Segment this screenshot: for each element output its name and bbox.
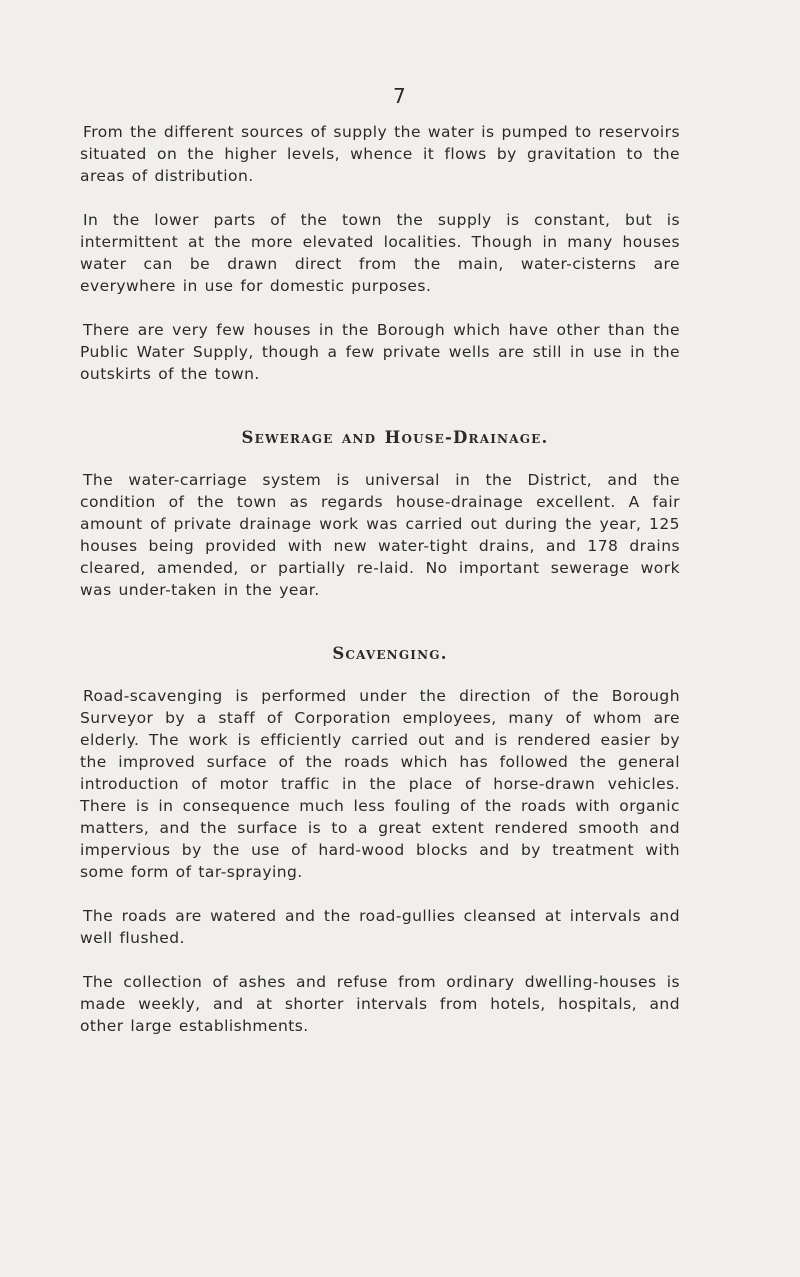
paragraph-roads-watered: The roads are watered and the road-gullies cleansed at intervals and well flushed. [80, 907, 680, 947]
paragraph-water-supply-constancy: In the lower parts of the town the supply is constant, but is intermittent at the more elevated localities. Though in many houses water can be drawn direct from the main, water-cisterns are everywhere in use for domestic purposes. [80, 211, 680, 295]
heading-sewerage: Sewerage and House-Drainage. [241, 428, 549, 447]
paragraph-sewerage: The water-carriage system is universal in the District, and the condition of the town as regards house-drainage excellent. A fair amount of private drainage work was carried out during the year, 125 houses being provided with new water-tight drains, and 178 drains cleared, amended, or partially re-laid. No important sewerage work was under-taken in the year. [80, 471, 680, 599]
paragraph-refuse-collection: The collection of ashes and refuse from ordinary dwelling-houses is made weekly, and at shorter intervals from hotels, hospitals, and other large establishments. [80, 973, 680, 1035]
paragraph-road-scavenging: Road-scavenging is performed under the direction of the Borough Surveyor by a staff of Corporation employees, many of whom are elderly. The work is efficiently carried out and is rendered easier by the improved surface of the roads which has followed the general introduction of motor traffic in the place of horse-drawn vehicles. There is in consequence much less fouling of the roads with organic matters, and the surface is to a great extent rendered smooth and impervious by the use of hard-wood blocks and by treatment with some form of tar-spraying. [80, 687, 680, 881]
body-text [80, 121, 680, 1037]
paragraph-water-pumping: From the different sources of supply the water is pumped to reservoirs situated on the higher levels, whence it flows by gravitation to the areas of distribution. [80, 123, 680, 185]
paragraph-private-wells: There are very few houses in the Borough which have other than the Public Water Supply, though a few private wells are still in use in the outskirts of the town. [80, 321, 680, 383]
heading-scavenging: Scavenging. [332, 644, 448, 663]
page-number: 7 [393, 84, 406, 108]
